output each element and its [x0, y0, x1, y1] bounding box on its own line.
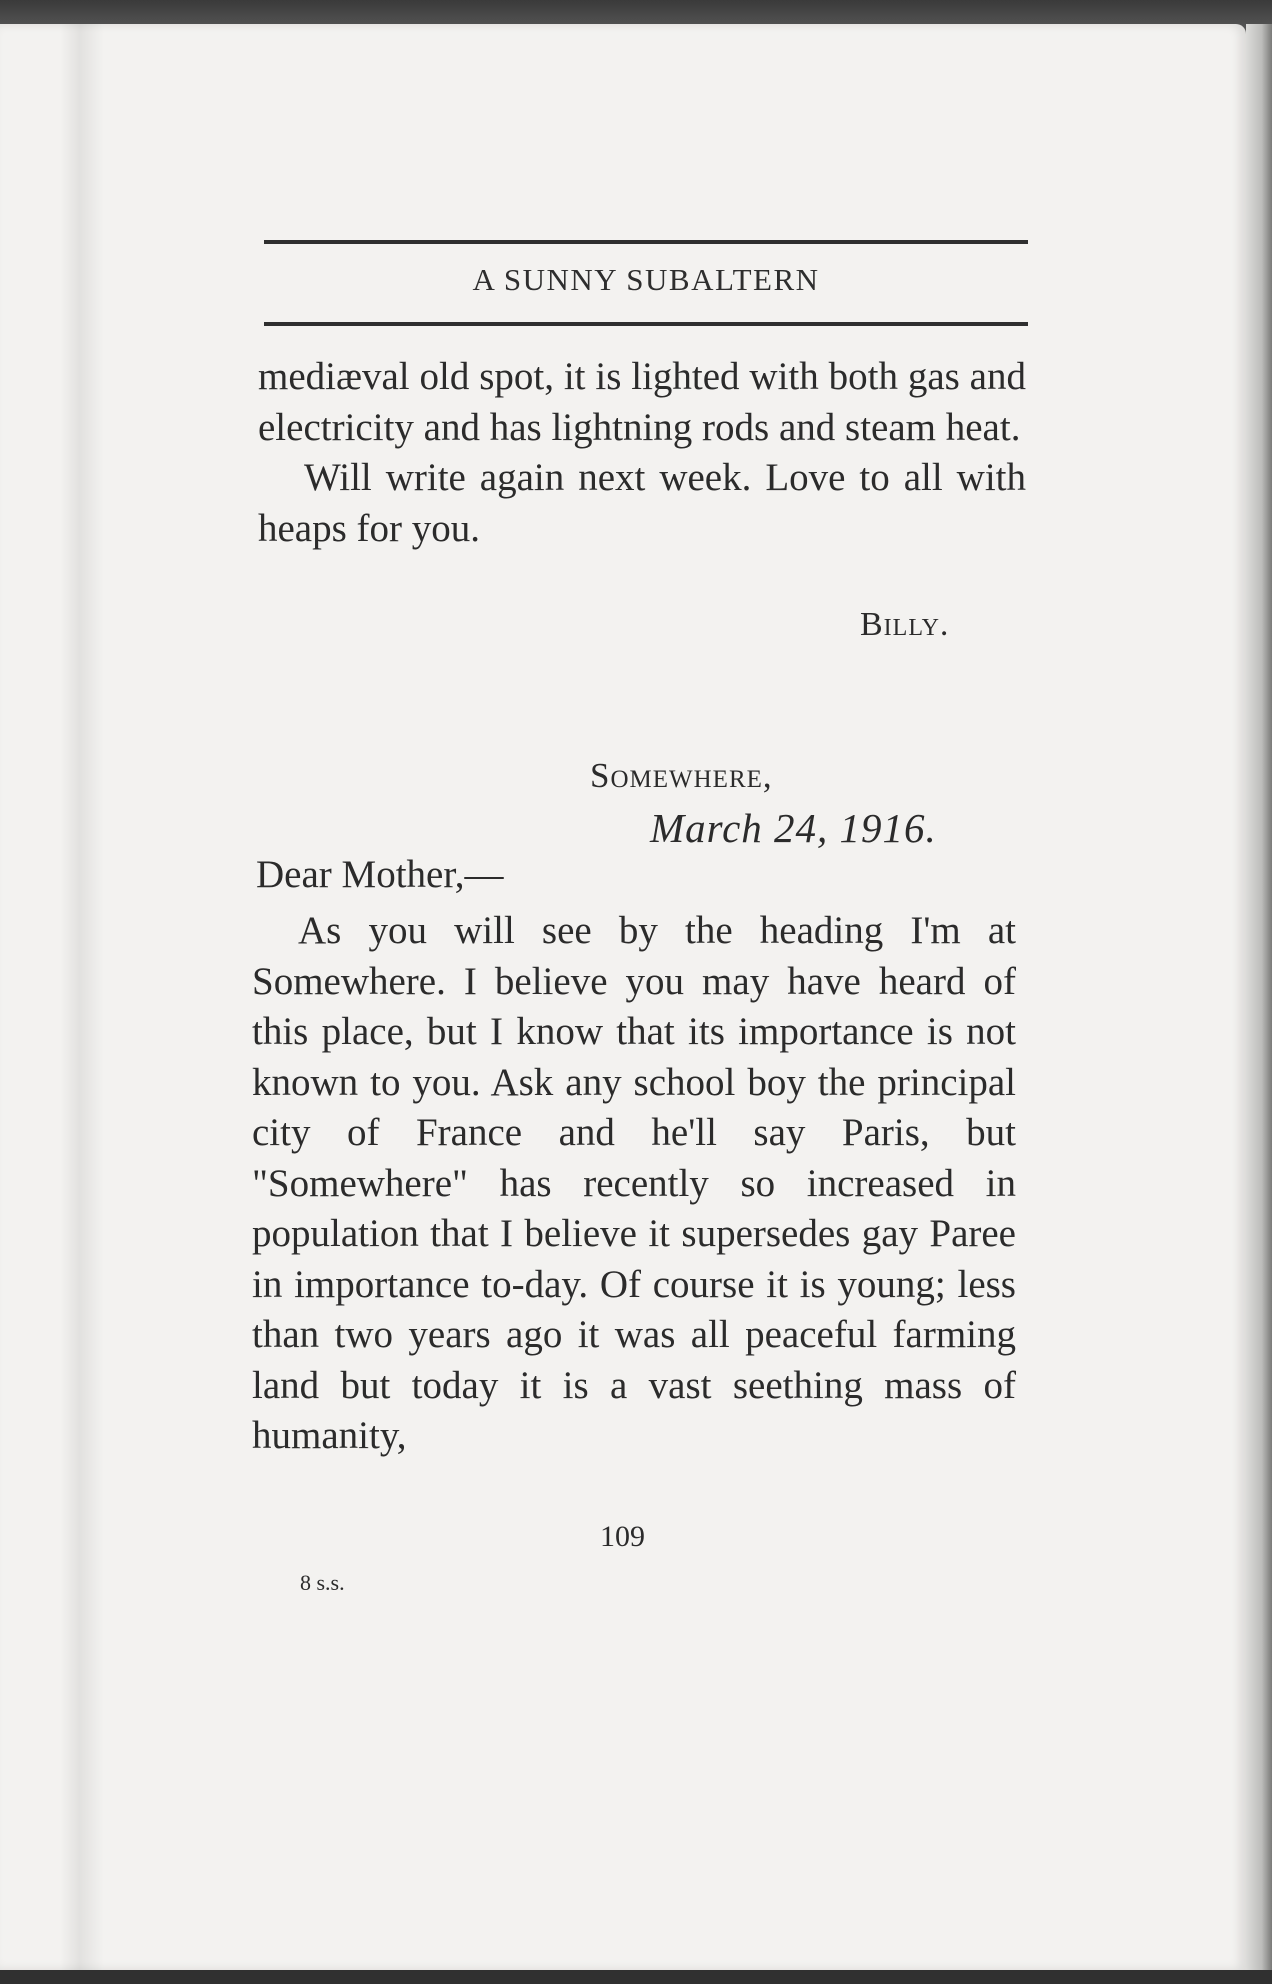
paragraph: As you will see by the heading I'm at Somewhere. I believe you may have heard of this place, but I know that its importance is not known to you. Ask any school boy the principal city of France and he'll say Paris, but "Somewhere" has recently so increased in population that I believe it supersedes gay Paree in importance to-day. Of course it is young; less than two years ago it was all peaceful farming land but today it is a vast seething mass of humanity, [252, 909, 1016, 1457]
signature-mark: 8 s.s. [300, 1570, 345, 1595]
letter-place: Somewhere, [590, 756, 773, 795]
signature: Billy. [860, 606, 950, 643]
page-edge [1246, 24, 1272, 1984]
paragraph: Will write again next week. Love to all with heaps for you. [258, 456, 1026, 550]
letter-ending [258, 352, 1026, 554]
page-gutter [60, 24, 104, 1970]
letter-body [252, 906, 1016, 1462]
paragraph: mediæval old spot, it is lighted with both gas and electricity and has lightning rods and steam heat. [258, 355, 1026, 449]
scan-bottom-border [0, 1970, 1272, 1984]
header-top-rule [264, 240, 1028, 244]
page-number: 109 [600, 1520, 645, 1553]
letter-date: March 24, 1916. [650, 805, 937, 851]
header-bottom-rule [264, 322, 1028, 326]
letter-salutation: Dear Mother,— [256, 853, 504, 896]
running-head: A SUNNY SUBALTERN [472, 262, 820, 297]
